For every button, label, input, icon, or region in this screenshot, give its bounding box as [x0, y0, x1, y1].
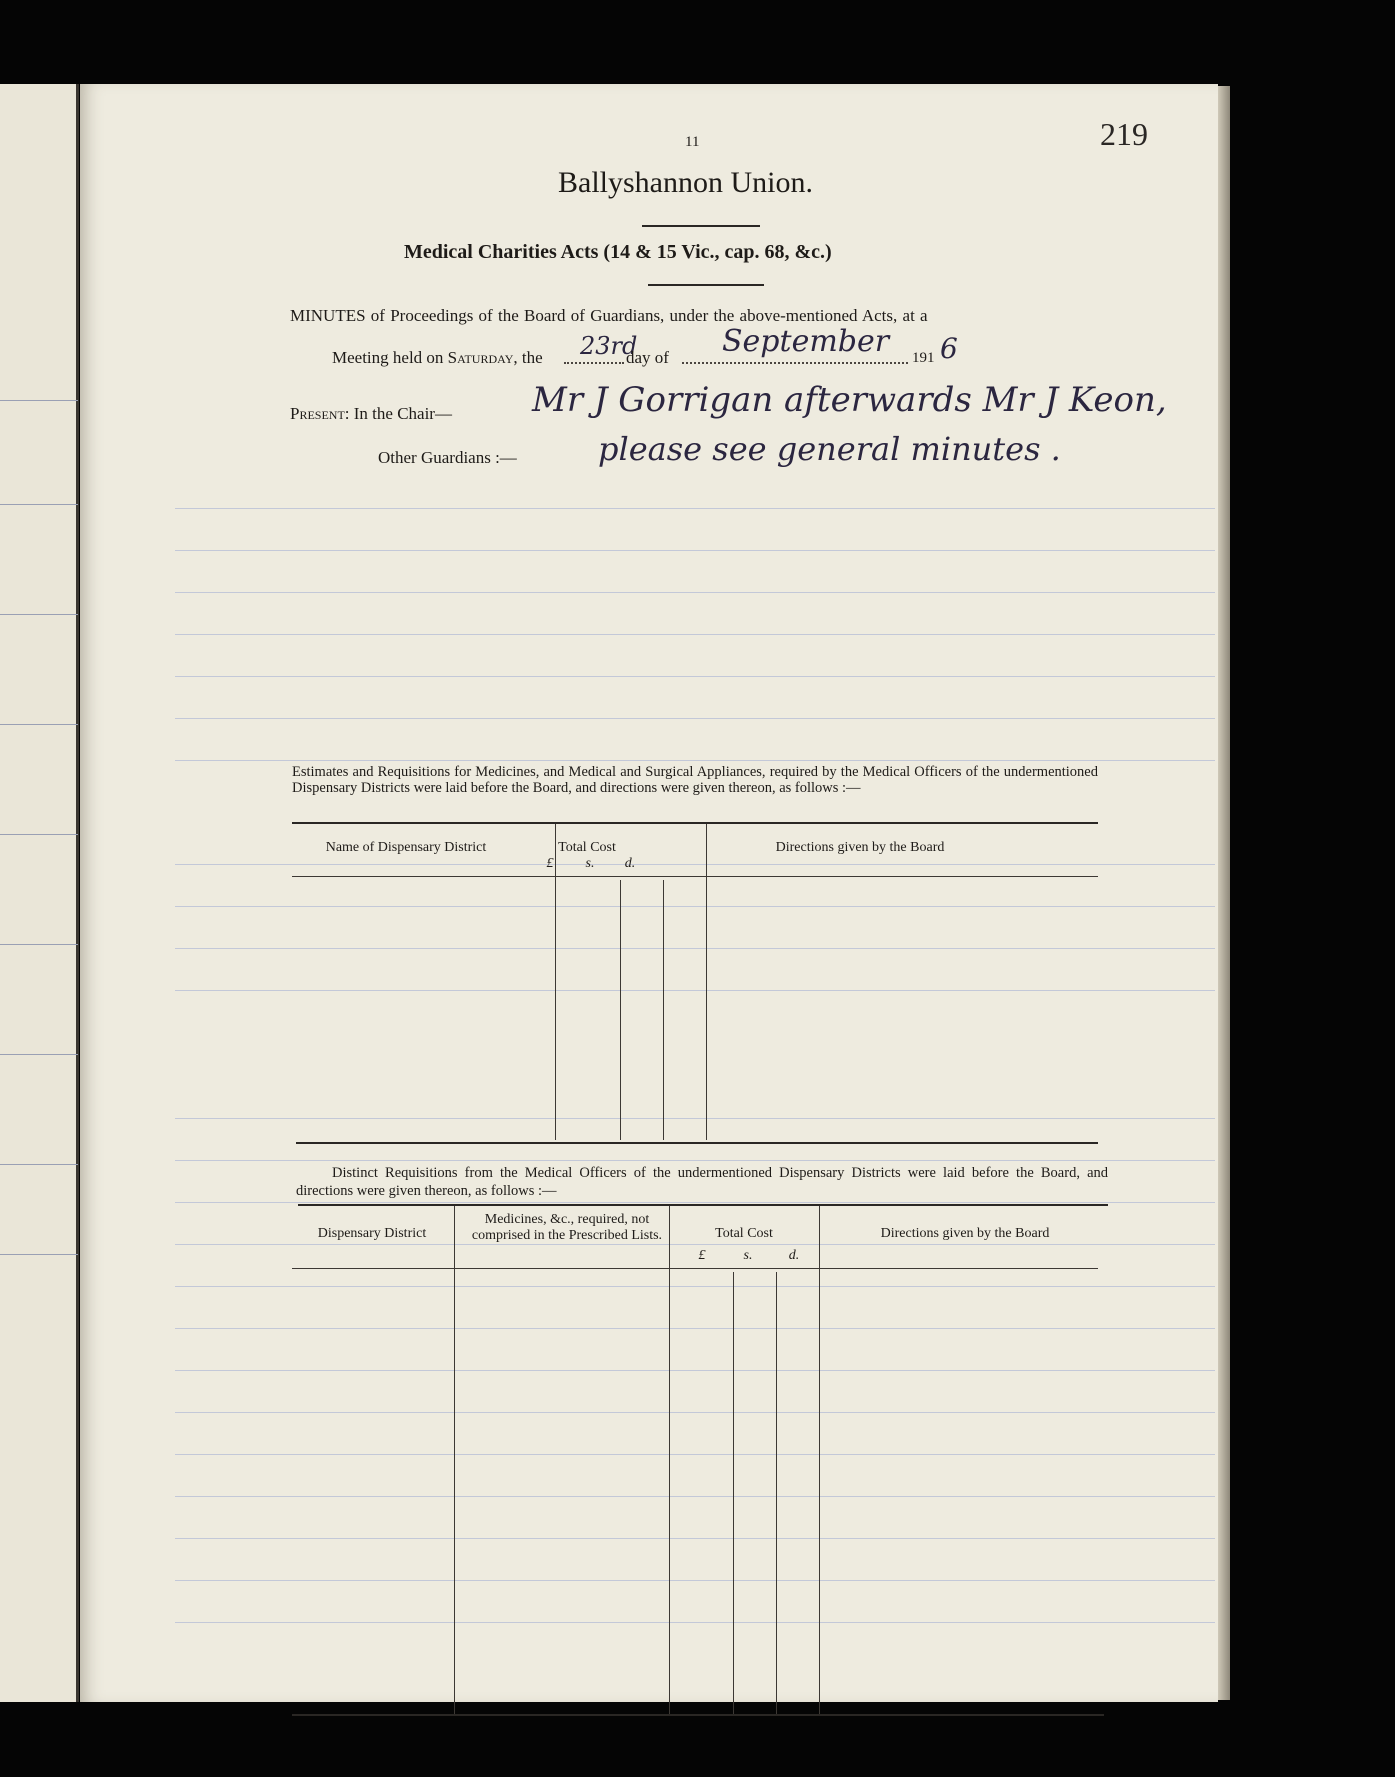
folio-number: 219	[1100, 116, 1148, 152]
meeting-line	[332, 348, 543, 368]
meeting-year-prefix: 191	[912, 350, 935, 366]
distinct-divider	[454, 1206, 455, 1714]
ruled-line	[175, 1160, 1215, 1161]
left-page-rule	[0, 1054, 78, 1055]
ruled-line	[175, 1538, 1215, 1539]
present-label: Present	[290, 404, 345, 423]
distinct-table-top-rule	[298, 1204, 1108, 1206]
distinct-intro: Distinct Requisitions from the Medical Officers of the undermentioned Dispensary Districts were laid before the Board, and directions were given thereon, as follows :—	[296, 1165, 1108, 1199]
ruled-line	[175, 592, 1215, 593]
ruled-line	[175, 1202, 1215, 1203]
left-page-rule	[0, 834, 78, 835]
distinct-col-district: Dispensary District	[317, 1226, 427, 1241]
page-small-number: 11	[685, 134, 700, 150]
ruled-line	[175, 1454, 1215, 1455]
meeting-month-value: September	[722, 324, 890, 359]
distinct-header-rule	[292, 1268, 1098, 1269]
estimates-col-total-cost: Total Cost	[558, 840, 616, 855]
distinct-divider	[819, 1206, 820, 1714]
ruled-line	[175, 1244, 1215, 1245]
estimates-table-top-rule	[292, 822, 1098, 824]
month-dots	[682, 362, 908, 364]
chair-value: Mr J Gorrigan afterwards Mr J Keon,	[532, 380, 1167, 420]
union-title: Ballyshannon Union.	[558, 166, 813, 199]
left-page-rule	[0, 1164, 78, 1165]
distinct-col-pence: d.	[788, 1248, 800, 1263]
estimates-col-directions: Directions given by the Board	[775, 840, 945, 855]
ruled-line	[175, 1286, 1215, 1287]
title-rule	[642, 225, 760, 227]
meeting-the: , the	[513, 348, 543, 367]
ruled-line	[175, 1496, 1215, 1497]
ruled-line	[175, 634, 1215, 635]
minutes-intro: MINUTES of Proceedings of the Board of Guardians, under the above-mentioned Acts, at a	[290, 306, 928, 325]
left-page-rule	[0, 1254, 78, 1255]
estimates-col-district: Name of Dispensary District	[325, 840, 487, 855]
ruled-line	[175, 508, 1215, 509]
left-page-rule	[0, 400, 78, 401]
estimates-col-pence: d.	[624, 856, 636, 871]
ruled-line	[175, 1412, 1215, 1413]
distinct-divider	[669, 1206, 670, 1714]
page-edge	[1218, 86, 1230, 1700]
meeting-day-name: Saturday	[447, 348, 514, 367]
chair-label: : In the Chair—	[344, 404, 452, 423]
present-line	[290, 404, 452, 424]
ruled-line	[175, 1622, 1215, 1623]
meeting-year-digit: 6	[940, 332, 958, 365]
estimates-intro: Estimates and Requisitions for Medicines, and Medical and Surgical Appliances, required by the Medical Officers of the undermentioned Dispensary Districts were laid before the Board, and directions were given thereon, as follows :—	[292, 764, 1098, 796]
distinct-divider	[733, 1272, 734, 1714]
estimates-divider	[620, 880, 621, 1140]
estimates-header-rule	[292, 876, 1098, 877]
ledger-page	[80, 84, 1218, 1702]
ruled-line	[175, 906, 1215, 907]
left-page-rule	[0, 944, 78, 945]
left-page-rule	[0, 504, 78, 505]
ruled-line	[175, 718, 1215, 719]
acts-title: Medical Charities Acts (14 & 15 Vic., cap. 68, &c.)	[404, 241, 832, 263]
other-guardians-label: Other Guardians :—	[378, 448, 517, 467]
estimates-divider	[663, 880, 664, 1140]
ruled-line	[175, 1118, 1215, 1119]
left-page	[0, 84, 79, 1702]
meeting-day-label: day of	[626, 348, 669, 367]
estimates-col-shillings: s.	[585, 856, 595, 871]
distinct-divider	[776, 1272, 777, 1714]
day-dots	[564, 362, 624, 364]
meeting-day-value: 23rd	[580, 332, 638, 360]
estimates-divider	[555, 824, 556, 1140]
distinct-col-medicines: Medicines, &c., required, not comprised in the Prescribed Lists.	[471, 1212, 663, 1243]
ruled-line	[175, 990, 1215, 991]
ruled-line	[175, 1370, 1215, 1371]
distinct-col-directions: Directions given by the Board	[880, 1226, 1050, 1241]
ruled-line	[175, 864, 1215, 865]
estimates-table-bottom-rule	[296, 1142, 1098, 1144]
ruled-line	[175, 550, 1215, 551]
ruled-line	[175, 1328, 1215, 1329]
ruled-line	[175, 760, 1215, 761]
distinct-col-shillings: s.	[743, 1248, 753, 1263]
left-page-rule	[0, 614, 78, 615]
estimates-col-pounds: £	[546, 856, 554, 871]
acts-rule	[648, 284, 764, 286]
ruled-line	[175, 1580, 1215, 1581]
distinct-col-total-cost: Total Cost	[715, 1226, 773, 1241]
left-page-rule	[0, 724, 78, 725]
estimates-divider	[706, 824, 707, 1140]
meeting-prefix: Meeting held on	[332, 348, 444, 367]
distinct-table-bottom-rule	[292, 1714, 1104, 1716]
ruled-line	[175, 948, 1215, 949]
distinct-col-pounds: £	[698, 1248, 706, 1263]
other-guardians-value: please see general minutes .	[598, 430, 1061, 468]
ruled-line	[175, 676, 1215, 677]
